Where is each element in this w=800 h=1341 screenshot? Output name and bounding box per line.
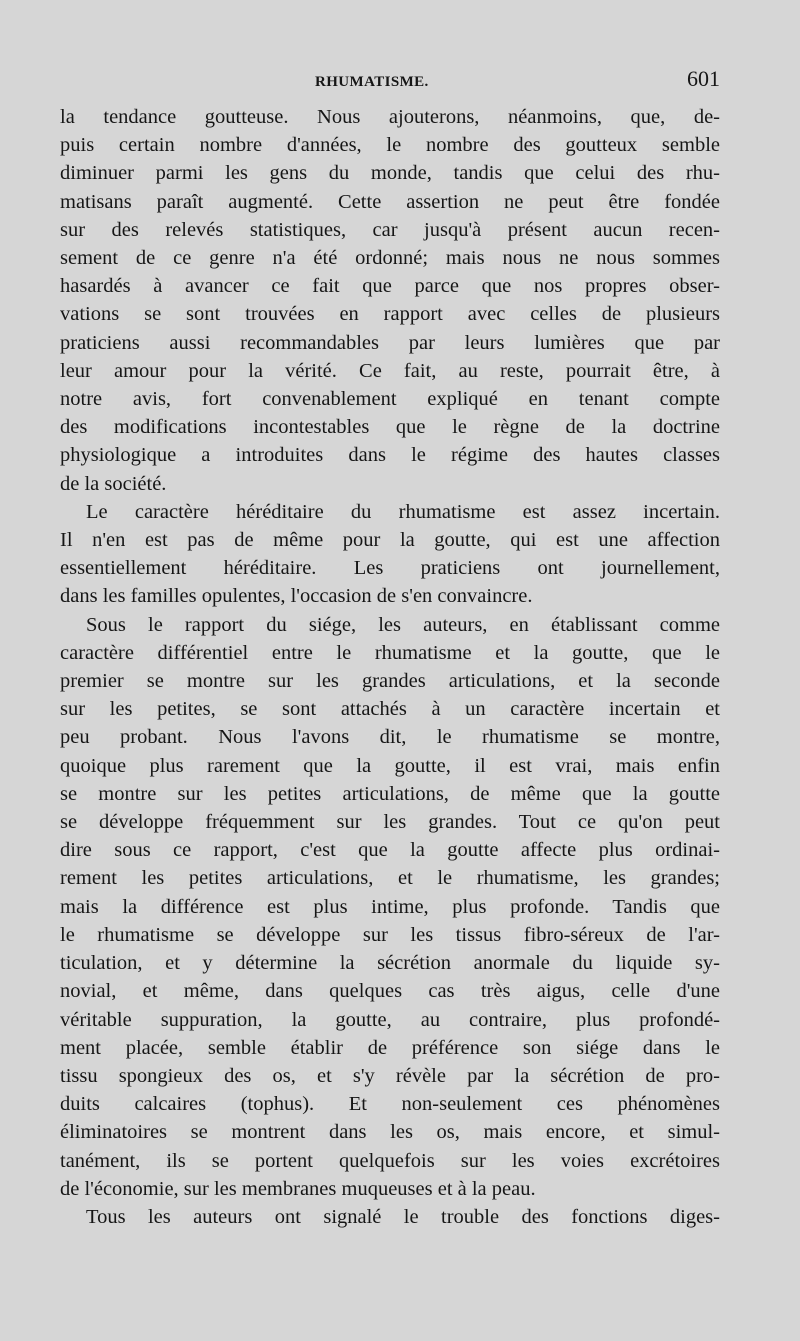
text-line: vations se sont trouvées en rapport avec celles de plusieurs [60, 303, 720, 326]
text-line: sur des relevés statistiques, car jusqu'à présent aucun recen- [60, 218, 720, 241]
paragraph [60, 103, 720, 498]
text-line: de l'économie, sur les membranes muqueuses et à la peau. [60, 1177, 536, 1200]
text-line: duits calcaires (tophus). Et non-seulement ces phénomènes [60, 1093, 720, 1116]
text-line: Le caractère héréditaire du rhumatisme est assez incertain. [86, 500, 720, 523]
text-line: de la société. [60, 472, 167, 495]
text-line: mais la différence est plus intime, plus profonde. Tandis que [60, 895, 720, 918]
text-line: des modifications incontestables que le règne de la doctrine [60, 416, 720, 439]
text-line: caractère différentiel entre le rhumatisme et la goutte, que le [60, 641, 720, 664]
text-line: Sous le rapport du siége, les auteurs, en établissant comme [86, 613, 720, 636]
page-number: 601 [687, 66, 720, 91]
text-line: praticiens aussi recommandables par leurs lumières que par [60, 331, 720, 354]
text-line: sement de ce genre n'a été ordonné; mais nous ne nous sommes [60, 247, 720, 270]
text-line: quoique plus rarement que la goutte, il est vrai, mais enfin [60, 754, 720, 777]
page-header [60, 66, 720, 96]
text-line: hasardés à avancer ce fait que parce que nos propres obser- [60, 275, 720, 298]
paragraph [60, 1203, 720, 1231]
text-line: dire sous ce rapport, c'est que la goutte affecte plus ordinai- [60, 839, 720, 862]
text-line: rement les petites articulations, et le rhumatisme, les grandes; [60, 867, 720, 890]
text-line: physiologique a introduites dans le régime des hautes classes [60, 444, 720, 467]
text-line: essentiellement héréditaire. Les praticiens ont journellement, [60, 557, 720, 580]
text-line: sur les petites, se sont attachés à un caractère incertain et [60, 698, 720, 721]
text-line: matisans paraît augmenté. Cette assertion ne peut être fondée [60, 190, 720, 213]
text-line: dans les familles opulentes, l'occasion de s'en convaincre. [60, 585, 533, 608]
running-head: RHUMATISME. [315, 74, 429, 90]
text-line: la tendance goutteuse. Nous ajouterons, néanmoins, que, de- [60, 106, 720, 128]
paragraph [60, 611, 720, 1203]
body-text [60, 103, 720, 1231]
text-line: leur amour pour la vérité. Ce fait, au reste, pourrait être, à [60, 359, 720, 382]
text-line: le rhumatisme se développe sur les tissus fibro-séreux de l'ar- [60, 923, 720, 946]
text-line: éliminatoires se montrent dans les os, mais encore, et simul- [60, 1121, 720, 1144]
text-line: peu probant. Nous l'avons dit, le rhumatisme se montre, [60, 726, 720, 749]
text-line: puis certain nombre d'années, le nombre des goutteux semble [60, 134, 720, 157]
text-line: diminuer parmi les gens du monde, tandis que celui des rhu- [60, 162, 720, 185]
text-line: tissu spongieux des os, et s'y révèle par la sécrétion de pro- [60, 1064, 720, 1087]
text-line: novial, et même, dans quelques cas très aigus, celle d'une [60, 980, 720, 1003]
text-line: premier se montre sur les grandes articulations, et la seconde [60, 670, 720, 693]
text-line: notre avis, fort convenablement expliqué en tenant compte [60, 388, 720, 411]
text-line: se montre sur les petites articulations, de même que la goutte [60, 782, 720, 805]
paragraph [60, 498, 720, 611]
text-line: tanément, ils se portent quelquefois sur les voies excrétoires [60, 1149, 720, 1172]
text-line: Il n'en est pas de même pour la goutte, qui est une affection [60, 529, 720, 552]
text-line: se développe fréquemment sur les grandes. Tout ce qu'on peut [60, 811, 720, 834]
text-line: ticulation, et y détermine la sécrétion anormale du liquide sy- [60, 952, 720, 975]
text-line: ment placée, semble établir de préférence son siége dans le [60, 1036, 720, 1059]
text-line: véritable suppuration, la goutte, au contraire, plus profondé- [60, 1008, 720, 1031]
text-line: Tous les auteurs ont signalé le trouble des fonctions diges- [86, 1205, 720, 1228]
